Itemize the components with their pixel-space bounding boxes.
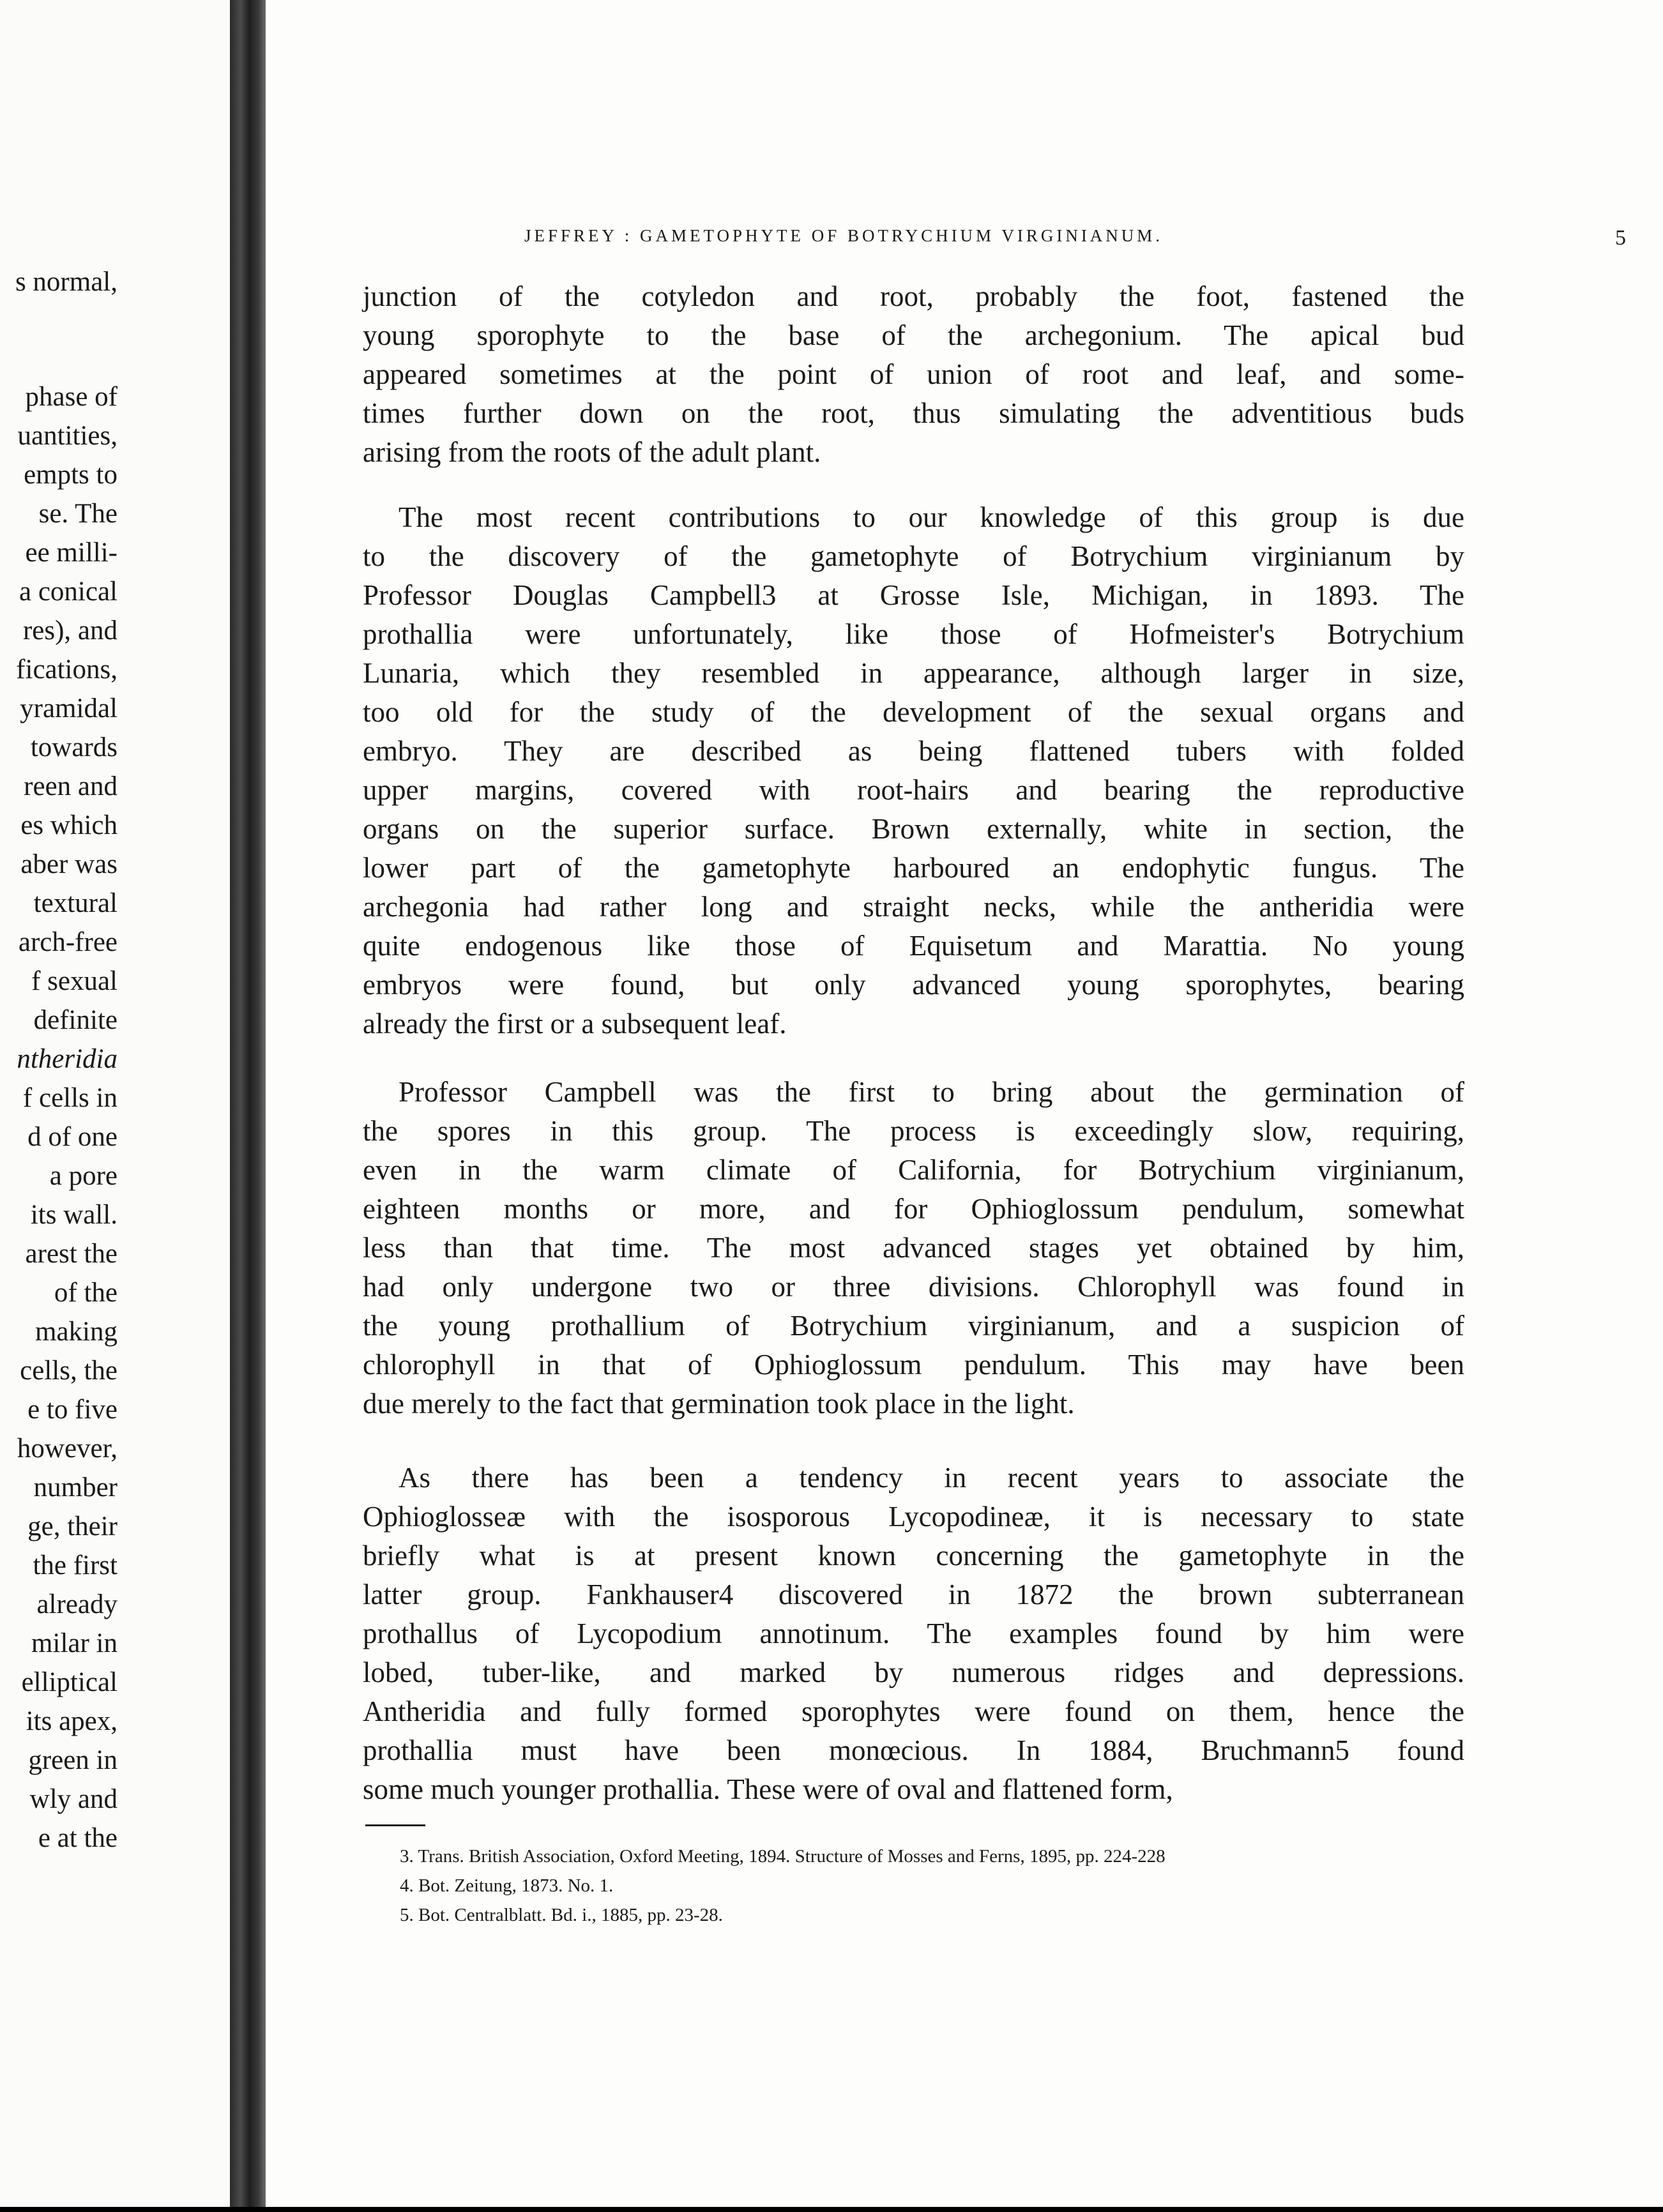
text-line: embryo. They are described as being flattened tubers with folded: [363, 735, 1464, 767]
left-fragment: of the: [54, 1278, 118, 1308]
scan-border: [0, 2207, 1663, 2212]
left-fragment: d of one: [27, 1122, 118, 1152]
left-fragment: e at the: [38, 1823, 118, 1853]
left-fragment: green in: [28, 1745, 118, 1775]
text-line: latter group. Fankhauser4 discovered in 1872 the brown subterranean: [363, 1579, 1464, 1610]
text-line: Lunaria, which they resembled in appearance, although larger in size,: [363, 657, 1464, 689]
left-fragment: f sexual: [31, 966, 118, 996]
text-line: prothallus of Lycopodium annotinum. The examples found by him were: [363, 1617, 1464, 1649]
left-fragment: reen and: [24, 771, 118, 801]
paragraph: [363, 498, 1464, 1043]
left-fragment: ee milli-: [25, 538, 118, 568]
text-line: chlorophyll in that of Ophioglossum pendulum. This may have been: [363, 1349, 1464, 1381]
text-line: even in the warm climate of California, for Botrychium virginianum,: [363, 1154, 1464, 1186]
text-line: prothallia were unfortunately, like those of Hofmeister's Botrychium: [363, 618, 1464, 650]
left-fragment: fications,: [16, 655, 118, 685]
paragraph: [363, 1073, 1464, 1423]
text-line: arising from the roots of the adult plant.: [363, 436, 821, 468]
left-fragment: definite: [33, 1005, 118, 1035]
text-line: the young prothallium of Botrychium virginianum, and a suspicion of: [363, 1310, 1464, 1342]
left-fragment: ntheridia: [17, 1044, 118, 1074]
left-fragment: f cells in: [22, 1083, 118, 1113]
left-fragment: se. The: [38, 499, 118, 529]
text-line: already the first or a subsequent leaf.: [363, 1008, 787, 1040]
page-number: 5: [1615, 226, 1626, 250]
left-fragment: textural: [33, 888, 118, 918]
text-line: due merely to the fact that germination took place in the light.: [363, 1388, 1075, 1420]
text-line: As there has been a tendency in recent years to associate the: [399, 1462, 1464, 1494]
text-line: the spores in this group. The process is exceedingly slow, requiring,: [363, 1115, 1464, 1147]
left-fragment: the first: [33, 1550, 118, 1580]
text-line: eighteen months or more, and for Ophioglossum pendulum, somewhat: [363, 1193, 1464, 1225]
footnote-rule: [365, 1824, 425, 1826]
book-gutter: [230, 0, 266, 2212]
left-fragment: s normal,: [15, 267, 118, 297]
left-fragment: yramidal: [20, 693, 118, 723]
text-line: archegonia had rather long and straight necks, while the antheridia were: [363, 891, 1464, 923]
left-fragment: its apex,: [26, 1706, 118, 1736]
left-fragment: towards: [30, 732, 118, 762]
text-line: upper margins, covered with root-hairs and bearing the reproductive: [363, 774, 1464, 806]
paragraph: [363, 1458, 1464, 1809]
text-line: Professor Douglas Campbell3 at Grosse Isle, Michigan, in 1893. The: [363, 579, 1464, 611]
left-fragment: making: [35, 1317, 118, 1347]
text-line: junction of the cotyledon and root, probably the foot, fastened the: [363, 280, 1464, 312]
text-line: young sporophyte to the base of the archegonium. The apical bud: [363, 319, 1464, 351]
text-line: Antheridia and fully formed sporophytes were found on them, hence the: [363, 1695, 1464, 1727]
left-fragment: already: [36, 1589, 118, 1619]
footnote: 5. Bot. Centralblatt. Bd. i., 1885, pp. 23-28.: [400, 1905, 723, 1925]
left-fragment: es which: [20, 810, 118, 840]
text-line: Professor Campbell was the first to bring about the germination of: [399, 1076, 1464, 1108]
facing-page-fragment: [0, 0, 230, 2212]
text-line: The most recent contributions to our knowledge of this group is due: [399, 501, 1464, 533]
left-fragment: arest the: [25, 1239, 118, 1269]
text-line: embryos were found, but only advanced young sporophytes, bearing: [363, 969, 1464, 1001]
text-line: appeared sometimes at the point of union of root and leaf, and some-: [363, 358, 1464, 390]
text-line: prothallia must have been monœcious. In 1884, Bruchmann5 found: [363, 1734, 1464, 1766]
left-fragment: elliptical: [21, 1667, 118, 1697]
text-line: Ophioglosseæ with the isosporous Lycopodineæ, it is necessary to state: [363, 1501, 1464, 1533]
left-fragment: milar in: [31, 1628, 118, 1658]
text-line: times further down on the root, thus simulating the adventitious buds: [363, 397, 1464, 429]
text-line: had only undergone two or three divisions. Chlorophyll was found in: [363, 1271, 1464, 1303]
left-fragment: uantities,: [17, 421, 118, 451]
left-fragment: a pore: [49, 1161, 118, 1191]
text-line: lower part of the gametophyte harboured an endophytic fungus. The: [363, 852, 1464, 884]
left-fragment: aber was: [20, 849, 118, 879]
text-line: less than that time. The most advanced stages yet obtained by him,: [363, 1232, 1464, 1264]
footnote: 4. Bot. Zeitung, 1873. No. 1.: [400, 1875, 614, 1896]
text-line: too old for the study of the development of the sexual organs and: [363, 696, 1464, 728]
text-line: to the discovery of the gametophyte of Botrychium virginianum by: [363, 540, 1464, 572]
left-fragment: however,: [17, 1434, 118, 1464]
left-fragment: res), and: [22, 616, 118, 646]
left-fragment: empts to: [24, 460, 118, 490]
left-fragment: phase of: [25, 382, 118, 412]
left-fragment: cells, the: [20, 1356, 118, 1386]
left-fragment: arch-free: [18, 927, 118, 957]
text-line: organs on the superior surface. Brown externally, white in section, the: [363, 813, 1464, 845]
left-fragment: number: [33, 1473, 118, 1503]
text-line: briefly what is at present known concerning the gametophyte in the: [363, 1540, 1464, 1572]
page: [266, 0, 1663, 2212]
text-line: lobed, tuber-like, and marked by numerous ridges and depressions.: [363, 1656, 1464, 1688]
left-fragment: its wall.: [30, 1200, 118, 1230]
left-fragment: wly and: [29, 1784, 118, 1814]
left-fragment: a conical: [19, 577, 118, 607]
text-line: quite endogenous like those of Equisetum and Marattia. No young: [363, 930, 1464, 962]
footnote: 3. Trans. British Association, Oxford Meeting, 1894. Structure of Mosses and Ferns, 1895, pp. 224-228: [400, 1846, 1166, 1867]
left-fragment: e to five: [27, 1395, 118, 1425]
paragraph: [363, 277, 1464, 472]
left-fragment: ge, their: [27, 1511, 118, 1542]
running-title: JEFFREY : GAMETOPHYTE OF BOTRYCHIUM VIRGINIANUM.: [524, 226, 1164, 245]
text-line: some much younger prothallia. These were of oval and flattened form,: [363, 1773, 1173, 1805]
